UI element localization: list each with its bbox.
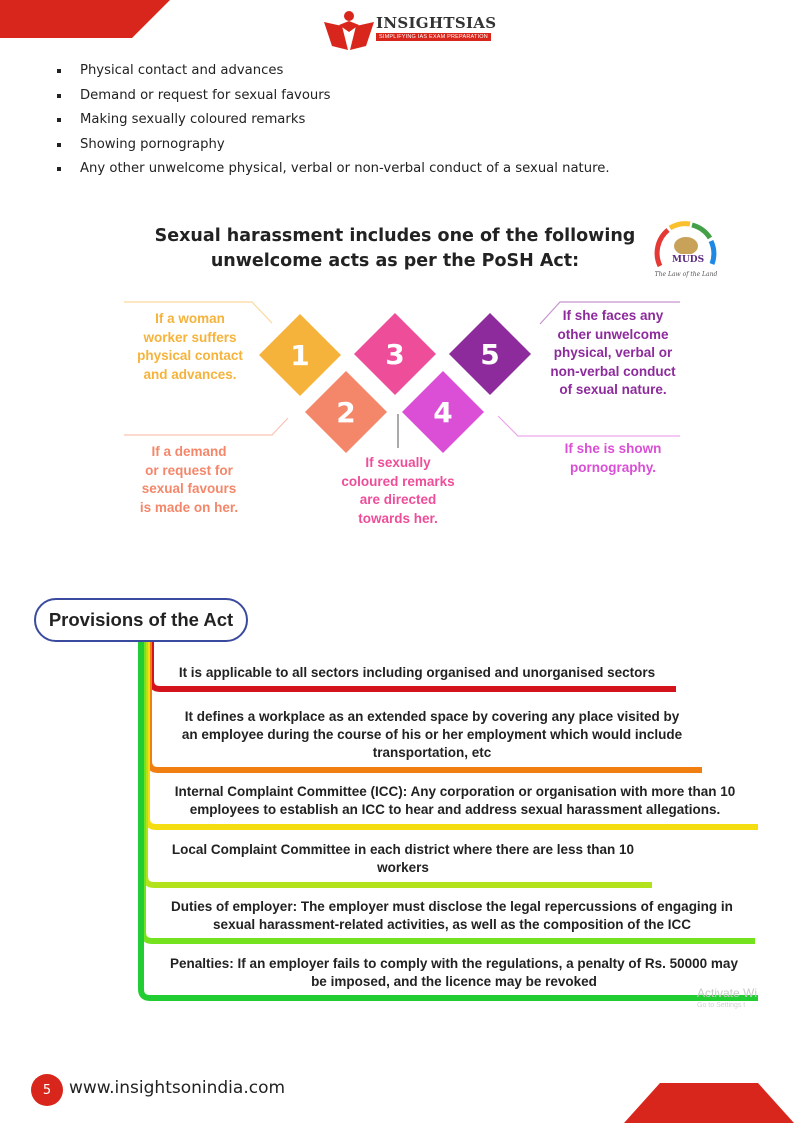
caption-line: non-verbal conduct [550, 363, 676, 379]
diamond-number-3: 3 [385, 337, 405, 371]
provision-5 [156, 898, 748, 934]
provision-line: workers [377, 860, 429, 875]
activate-windows-subtext: Go to Settings t [697, 1002, 746, 1009]
infographic-title-line: unwelcome acts as per the PoSH Act: [210, 251, 580, 271]
caption-line: coloured remarks [341, 473, 455, 489]
provision-line: Internal Complaint Committee (ICC): Any corporation or organisation with more than 10 [174, 784, 736, 799]
infographic-title [150, 224, 640, 274]
list-item: Any other unwelcome physical, verbal or non-verbal conduct of a sexual nature. [56, 158, 756, 183]
provision-line: Penalties: If an employer fails to comply with the regulations, a penalty of Rs. 50000 may [170, 956, 738, 971]
caption-line: If sexually [365, 455, 431, 470]
caption-5 [544, 307, 682, 400]
footer-decoration [624, 1083, 794, 1123]
caption-line: sexual favours [141, 481, 237, 496]
caption-line: are directed [359, 492, 437, 507]
caption-4 [548, 440, 678, 477]
infographic-title-line: Sexual harassment includes one of the following [154, 226, 636, 246]
provision-6 [154, 955, 754, 991]
caption-line: of sexual nature. [559, 382, 667, 397]
footer-url-link[interactable]: www.insightsonindia.com [69, 1078, 286, 1098]
list-item: Demand or request for sexual favours [56, 85, 756, 110]
provision-line: Duties of employer: The employer must disclose the legal repercussions of engaging in [171, 899, 733, 914]
caption-3 [326, 454, 470, 528]
diamond-number-4: 4 [433, 395, 453, 429]
provision-line: be imposed, and the licence may be revoked [311, 974, 597, 989]
provision-1 [162, 664, 672, 682]
diamond-number-2: 2 [336, 395, 356, 429]
caption-line: worker suffers [143, 329, 237, 345]
caption-line: physical contact [137, 348, 243, 363]
provision-line: It is applicable to all sectors including organised and unorganised sectors [178, 665, 656, 680]
caption-line: physical, verbal or [553, 345, 673, 360]
list-item: Physical contact and advances [56, 60, 756, 85]
caption-line: or request for [145, 462, 233, 478]
provision-line: an employee during the course of his or her employment which would include [181, 727, 683, 742]
harassment-bullet-list [56, 60, 756, 183]
caption-line: towards her. [358, 510, 438, 526]
caption-line: If a demand [151, 444, 227, 459]
caption-1 [128, 310, 252, 384]
caption-line: pornography. [570, 459, 656, 475]
list-item: Showing pornography [56, 134, 756, 159]
muds-brand: MUDS [672, 255, 705, 265]
provision-3 [160, 783, 750, 819]
diamond-number-1: 1 [290, 338, 310, 372]
caption-line: other unwelcome [557, 326, 669, 342]
page-number-badge: 5 [31, 1074, 63, 1106]
provision-line: transportation, etc [372, 745, 492, 760]
diamond-number-5: 5 [480, 337, 500, 371]
caption-line: is made on her. [139, 499, 239, 515]
caption-2 [124, 443, 254, 517]
provision-4 [158, 841, 648, 877]
header-decoration [0, 0, 170, 38]
muds-tagline: The Law of the Land [654, 271, 718, 278]
caption-line: If she is shown [564, 441, 662, 456]
caption-line: and advances. [143, 366, 237, 382]
caption-line: If a woman [155, 311, 225, 326]
provision-line: employees to establish an ICC to hear and address sexual harassment allegations. [189, 802, 721, 817]
caption-line: If she faces any [562, 308, 664, 323]
activate-windows-watermark: Activate Wi [697, 986, 758, 1000]
logo-name: INSIGHTSIAS [376, 14, 497, 32]
provision-line: It defines a workplace as an extended space by covering any place visited by [184, 709, 680, 724]
provision-2 [162, 708, 702, 762]
provisions-title: Provisions of the Act [34, 598, 248, 642]
logo-tagline: SIMPLIFYING IAS EXAM PREPARATION [376, 33, 491, 41]
provision-line: sexual harassment-related activities, as well as the composition of the ICC [213, 917, 691, 932]
provision-line: Local Complaint Committee in each district where there are less than 10 [171, 842, 635, 857]
list-item: Making sexually coloured remarks [56, 109, 756, 134]
